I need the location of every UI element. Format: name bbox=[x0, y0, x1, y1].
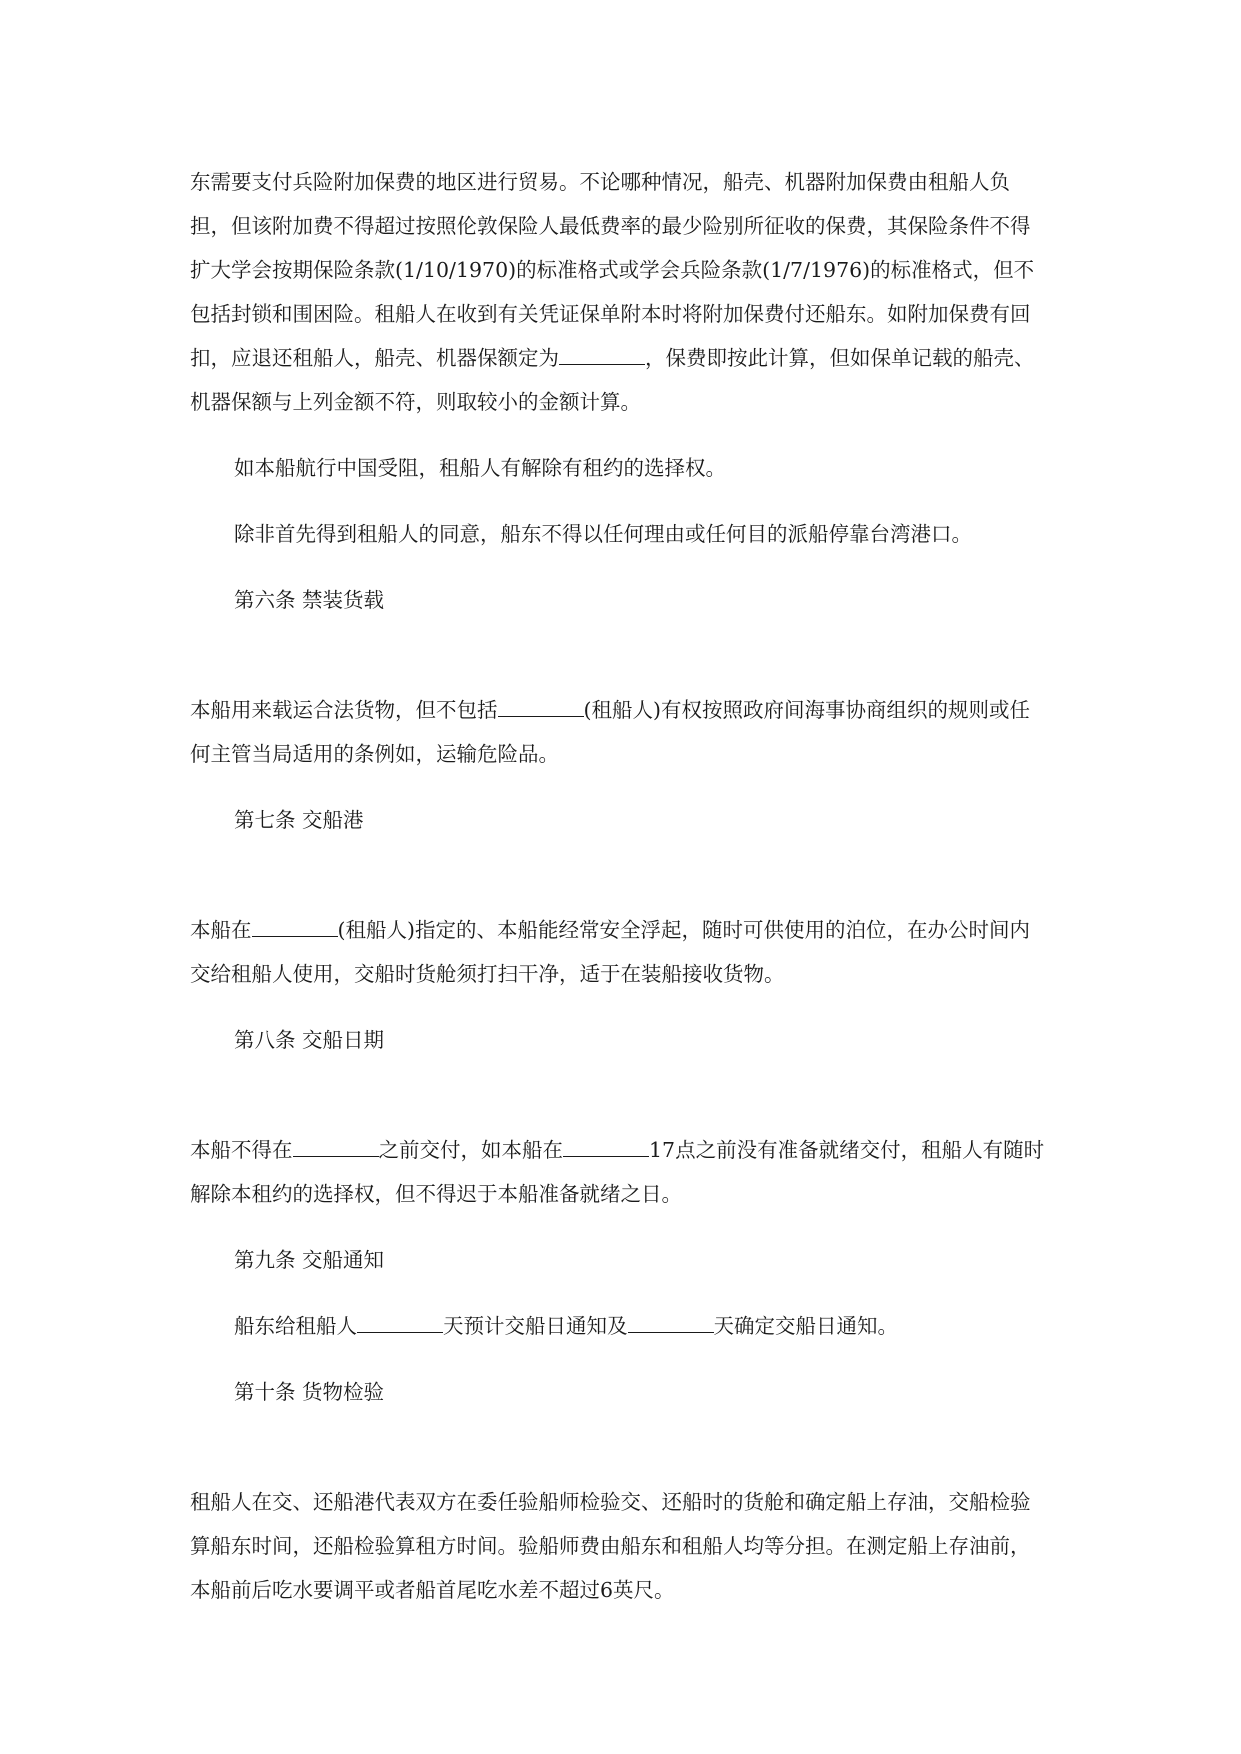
body-paragraph bbox=[190, 908, 1050, 996]
text-segment: 第七条 交船港 bbox=[234, 808, 364, 832]
fill-in-blank bbox=[293, 1138, 379, 1157]
section-heading bbox=[190, 578, 1050, 622]
fill-in-blank bbox=[559, 346, 645, 365]
text-segment: 17点之前没有准备就绪交付，租船人有随时解除本租约的选择权，但不得迟于本船准备就绪之日。 bbox=[190, 1138, 1045, 1206]
text-segment: 租船人在交、还船港代表双方在委任验船师检验交、还船时的货舱和确定船上存油，交船检验算船东时间，还船检验算租方时间。验船师费由船东和租船人均等分担。在测定船上存油前，本船前后吃水要调平或者船首尾吃水差不超过6英尺。 bbox=[190, 1490, 1031, 1602]
body-paragraph bbox=[190, 1128, 1050, 1216]
section-heading bbox=[190, 1238, 1050, 1282]
text-segment: 船东给租船人 bbox=[234, 1314, 357, 1338]
text-segment: 本船在 bbox=[190, 918, 252, 942]
fill-in-blank bbox=[252, 918, 338, 937]
text-segment: (租船人)有权按照政府间海事协商组织的规则或任何主管当局适用的条例如，运输危险品。 bbox=[190, 698, 1030, 766]
section-heading bbox=[190, 798, 1050, 842]
text-segment: 除非首先得到租船人的同意，船东不得以任何理由或任何目的派船停靠台湾港口。 bbox=[234, 522, 972, 546]
text-segment: 如本船航行中国受阻，租船人有解除有租约的选择权。 bbox=[234, 456, 726, 480]
text-segment: (租船人)指定的、本船能经常安全浮起，随时可供使用的泊位，在办公时间内交给租船人使用，交船时货舱须打扫干净，适于在装船接收货物。 bbox=[190, 918, 1030, 986]
body-paragraph bbox=[190, 1480, 1050, 1612]
fill-in-blank bbox=[628, 1314, 714, 1333]
section-heading bbox=[190, 1370, 1050, 1414]
text-segment: 第六条 禁装货载 bbox=[234, 588, 385, 612]
text-segment: 天预计交船日通知及 bbox=[443, 1314, 628, 1338]
body-paragraph bbox=[190, 446, 1050, 490]
fill-in-blank bbox=[563, 1138, 649, 1157]
document-page bbox=[190, 160, 1050, 1634]
body-paragraph bbox=[190, 160, 1050, 424]
section-heading bbox=[190, 1018, 1050, 1062]
text-segment: 第八条 交船日期 bbox=[234, 1028, 385, 1052]
fill-in-blank bbox=[498, 698, 584, 717]
body-paragraph bbox=[190, 1304, 1050, 1348]
text-segment: 东需要支付兵险附加保费的地区进行贸易。不论哪种情况，船壳、机器附加保费由租船人负担，但该附加费不得超过按照伦敦保险人最低费率的最少险别所征收的保费，其保险条件不得扩大学会按期保险条款(1/10/1970)的标准格式或学会兵险条款(1/7/1976)的标准格式，但不包括封锁和围困险。租船人在收到有关凭证保单附本时将附加保费付还船东。如附加保费有回扣，应退还租船人，船壳、机器保额定为 bbox=[190, 170, 1035, 370]
text-segment: ，保费即按此计算，但如保单记载的船壳、机器保额与上列金额不符，则取较小的金额计算。 bbox=[190, 346, 1035, 414]
text-segment: 第九条 交船通知 bbox=[234, 1248, 385, 1272]
text-segment: 天确定交船日通知。 bbox=[713, 1314, 898, 1338]
body-paragraph bbox=[190, 688, 1050, 776]
body-paragraph bbox=[190, 512, 1050, 556]
text-segment: 第十条 货物检验 bbox=[234, 1380, 385, 1404]
fill-in-blank bbox=[357, 1314, 443, 1333]
text-segment: 之前交付，如本船在 bbox=[378, 1138, 563, 1162]
text-segment: 本船不得在 bbox=[190, 1138, 293, 1162]
text-segment: 本船用来载运合法货物，但不包括 bbox=[190, 698, 498, 722]
